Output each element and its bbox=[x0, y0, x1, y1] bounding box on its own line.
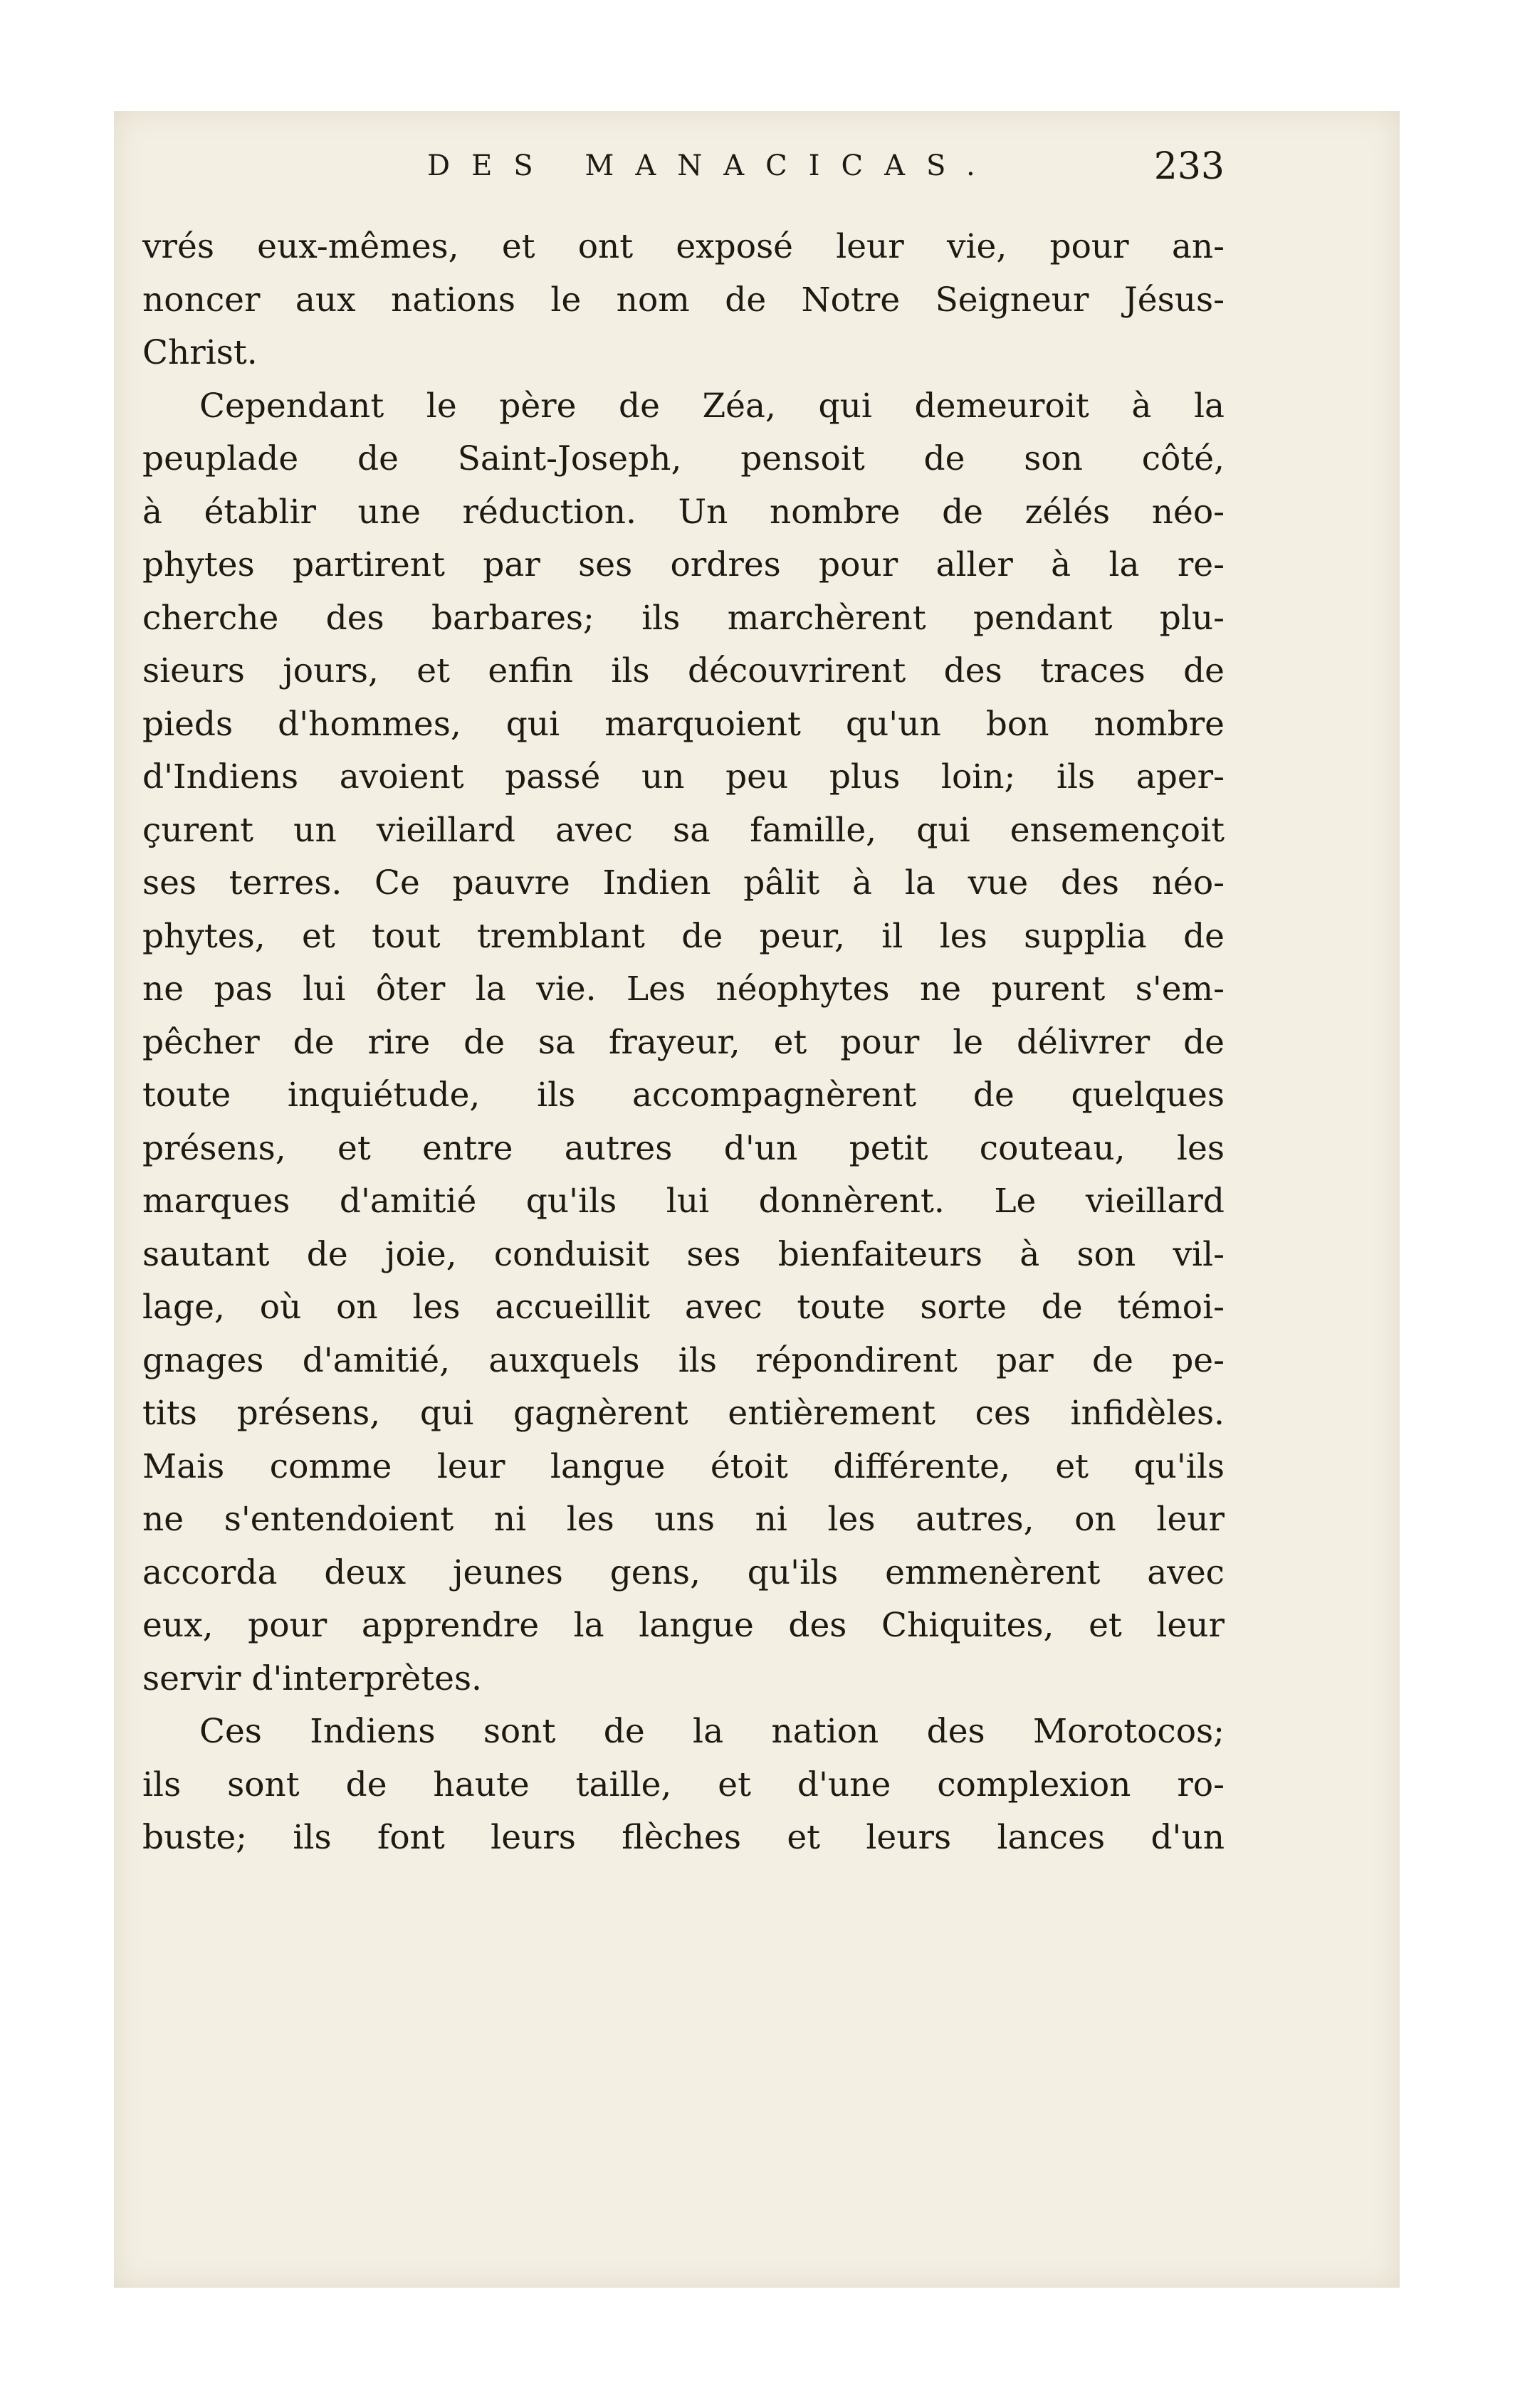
text-line: ses terres. Ce pauvre Indien pâlit à la vue des néo- bbox=[142, 863, 1225, 903]
text-line: ils sont de haute taille, et d'une complexion ro- bbox=[142, 1765, 1225, 1804]
text-line: ne s'entendoient ni les uns ni les autres, on leur bbox=[142, 1500, 1225, 1539]
text-line: d'Indiens avoient passé un peu plus loin; ils aper- bbox=[142, 757, 1225, 796]
running-title: DES MANACICAS. bbox=[427, 149, 997, 182]
text-line: servir d'interprètes. bbox=[142, 1658, 482, 1698]
text-line: à établir une réduction. Un nombre de zélés néo- bbox=[142, 492, 1225, 532]
text-line: sieurs jours, et enfin ils découvrirent des traces de bbox=[142, 651, 1225, 690]
text-line: cherche des barbares; ils marchèrent pendant plu- bbox=[142, 598, 1225, 638]
page-number: 233 bbox=[1153, 145, 1225, 188]
text-line: peuplade de Saint-Joseph, pensoit de son côté, bbox=[142, 439, 1225, 478]
text-line: pieds d'hommes, qui marquoient qu'un bon nombre bbox=[142, 704, 1225, 744]
text-line: gnages d'amitié, auxquels ils répondirent par de pe- bbox=[142, 1340, 1225, 1380]
text-line: eux, pour apprendre la langue des Chiquites, et leur bbox=[142, 1606, 1225, 1645]
text-line: Christ. bbox=[142, 333, 258, 372]
text-line: tits présens, qui gagnèrent entièrement ces infidèles. bbox=[142, 1394, 1225, 1433]
text-line: ne pas lui ôter la vie. Les néophytes ne purent s'em- bbox=[142, 969, 1225, 1009]
text-line: vrés eux-mêmes, et ont exposé leur vie, pour an- bbox=[142, 227, 1225, 266]
text-line: Ces Indiens sont de la nation des Morotocos; bbox=[199, 1712, 1225, 1751]
text-line: Mais comme leur langue étoit différente, et qu'ils bbox=[142, 1446, 1225, 1486]
page-header bbox=[142, 145, 1225, 199]
text-line: phytes, et tout tremblant de peur, il les supplia de bbox=[142, 916, 1225, 956]
text-line: sautant de joie, conduisit ses bienfaiteurs à son vil- bbox=[142, 1234, 1225, 1274]
text-line: pêcher de rire de sa frayeur, et pour le délivrer de bbox=[142, 1022, 1225, 1062]
text-line: accorda deux jeunes gens, qu'ils emmenèrent avec bbox=[142, 1552, 1225, 1592]
text-line: lage, où on les accueillit avec toute sorte de témoi- bbox=[142, 1288, 1225, 1327]
text-line: toute inquiétude, ils accompagnèrent de quelques bbox=[142, 1076, 1225, 1115]
text-line: marques d'amitié qu'ils lui donnèrent. Le vieillard bbox=[142, 1182, 1225, 1221]
text-line: phytes partirent par ses ordres pour aller à la re- bbox=[142, 545, 1225, 584]
text-line: noncer aux nations le nom de Notre Seigneur Jésus- bbox=[142, 280, 1225, 320]
body-text bbox=[142, 221, 1225, 1865]
text-line: présens, et entre autres d'un petit couteau, les bbox=[142, 1128, 1225, 1168]
text-line: çurent un vieillard avec sa famille, qui ensemençoit bbox=[142, 810, 1225, 850]
text-line: buste; ils font leurs flèches et leurs lances d'un bbox=[142, 1818, 1225, 1857]
text-line: Cependant le père de Zéa, qui demeuroit à la bbox=[199, 386, 1225, 426]
